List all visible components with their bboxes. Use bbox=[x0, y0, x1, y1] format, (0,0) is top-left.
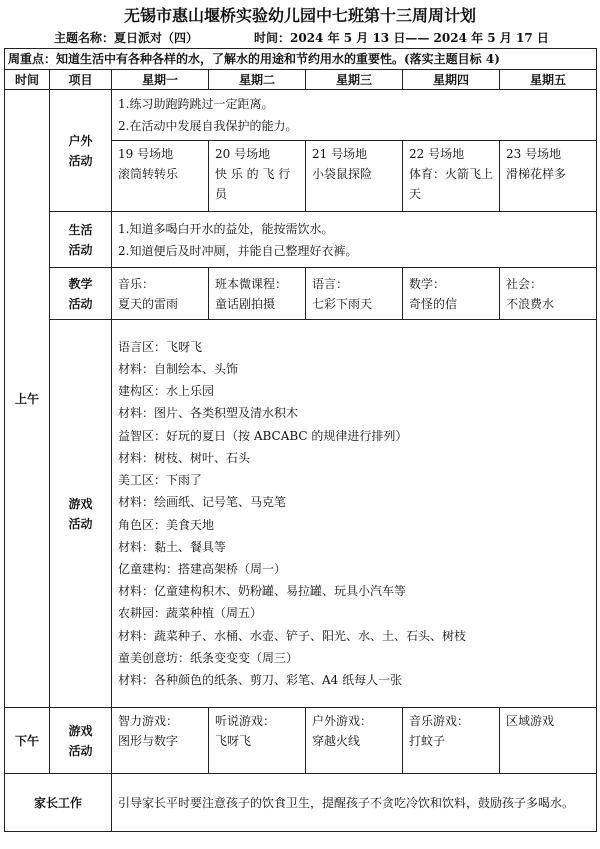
header-friday: 星期五 bbox=[500, 70, 597, 90]
games-line: 材料：绘画纸、记号笔、马克笔 bbox=[118, 495, 287, 510]
games-label-text: 游戏活动 bbox=[68, 496, 93, 531]
games-row bbox=[5, 320, 597, 708]
venue-wednesday bbox=[306, 141, 403, 212]
page-title: 无锡市惠山堰桥实验幼儿园中七班第十三周周计划 bbox=[123, 6, 476, 25]
life-goals bbox=[112, 212, 597, 268]
games-line: 材料：各种颜色的纸条、剪刀、彩笔、A4 纸每人一张 bbox=[118, 672, 403, 687]
games-line: 材料：蔬菜种子、水桶、水壶、铲子、阳光、水、土、石头、树枝 bbox=[118, 628, 467, 643]
venue-name: 小袋鼠探险 bbox=[312, 167, 373, 181]
teaching-topic: 七彩下雨天 bbox=[312, 296, 373, 311]
date-range: 时间：2024 年 5 月 13 日—— 2024 年 5 月 17 日 bbox=[254, 31, 549, 45]
afternoon-thursday bbox=[403, 708, 500, 774]
teaching-label bbox=[50, 268, 112, 320]
games-line: 美工区：下雨了 bbox=[118, 473, 203, 488]
teaching-topic: 夏天的雷雨 bbox=[118, 296, 179, 311]
header-monday: 星期一 bbox=[112, 70, 209, 90]
header-wednesday: 星期三 bbox=[306, 70, 403, 90]
header-time: 时间 bbox=[5, 70, 50, 90]
teaching-tuesday bbox=[209, 268, 306, 320]
teaching-monday bbox=[112, 268, 209, 320]
games-line: 角色区：美食天地 bbox=[118, 517, 215, 532]
afternoon-friday bbox=[500, 708, 597, 774]
venue-thursday bbox=[403, 141, 500, 212]
teaching-subject: 社会： bbox=[506, 276, 543, 291]
games-label bbox=[50, 320, 112, 708]
games-line: 益智区：好玩的夏日（按 ABCABC 的规律进行排列） bbox=[118, 428, 408, 443]
games-line: 材料：图片、各类积塑及清水积木 bbox=[118, 406, 299, 421]
game-type: 区域游戏 bbox=[506, 714, 555, 728]
theme-name: 主题名称：夏日派对（四） bbox=[54, 31, 199, 45]
header-item: 项目 bbox=[50, 70, 112, 90]
header-tuesday: 星期二 bbox=[209, 70, 306, 90]
morning-label: 上午 bbox=[5, 90, 50, 708]
game-name: 穿越火线 bbox=[312, 734, 361, 748]
outdoor-goals-row bbox=[5, 90, 597, 141]
parents-text: 引导家长平时要注意孩子的饮食卫生，提醒孩子不贪吃冷饮和饮料，鼓励孩子多喝水。 bbox=[112, 774, 597, 832]
venue-monday bbox=[112, 141, 209, 212]
venue-tuesday bbox=[209, 141, 306, 212]
life-label bbox=[50, 212, 112, 268]
teaching-label-text: 教学活动 bbox=[68, 276, 93, 311]
teaching-topic: 童话剧拍摄 bbox=[215, 296, 276, 311]
life-row bbox=[5, 212, 597, 268]
game-type: 听说游戏： bbox=[215, 714, 276, 728]
meta-line bbox=[4, 28, 596, 48]
games-line: 材料：自制绘本、头饰 bbox=[118, 362, 239, 377]
game-name: 打蚊子 bbox=[409, 734, 446, 748]
header-thursday: 星期四 bbox=[403, 70, 500, 90]
games-line: 材料：树枝、树叶、石头 bbox=[118, 450, 251, 465]
venue-place: 23 号场地 bbox=[506, 147, 562, 161]
afternoon-games-label-text: 游戏活动 bbox=[68, 723, 93, 758]
games-line: 亿童建构：搭建高架桥（周一） bbox=[118, 561, 287, 576]
teaching-wednesday bbox=[306, 268, 403, 320]
outdoor-label-text: 户外活动 bbox=[68, 133, 93, 168]
game-type: 户外游戏： bbox=[312, 714, 373, 728]
teaching-row bbox=[5, 268, 597, 320]
header-row bbox=[5, 70, 597, 90]
venue-place: 22 号场地 bbox=[409, 147, 465, 161]
game-name: 图形与数字 bbox=[118, 734, 179, 748]
games-line: 建构区：水上乐园 bbox=[118, 384, 215, 399]
venue-name: 体育：火箭飞上天 bbox=[409, 167, 494, 201]
afternoon-wednesday bbox=[306, 708, 403, 774]
afternoon-label: 下午 bbox=[5, 708, 50, 774]
life-goal-2: 2.知道便后及时冲厕，并能自己整理好衣裤。 bbox=[118, 243, 358, 258]
venue-place: 19 号场地 bbox=[118, 147, 174, 161]
teaching-subject: 语言： bbox=[312, 276, 349, 291]
plan-table bbox=[4, 48, 597, 832]
games-line: 材料：黏土、餐具等 bbox=[118, 539, 227, 554]
afternoon-games-label bbox=[50, 708, 112, 774]
teaching-subject: 数学： bbox=[409, 276, 446, 291]
afternoon-tuesday bbox=[209, 708, 306, 774]
life-label-text: 生活活动 bbox=[68, 222, 93, 257]
games-line: 材料：亿童建构积木、奶粉罐、易拉罐、玩具小汽车等 bbox=[118, 584, 407, 599]
venue-name: 快 乐 的 飞 行 员 bbox=[215, 167, 291, 201]
afternoon-row bbox=[5, 708, 597, 774]
venue-friday bbox=[500, 141, 597, 212]
games-line: 童美创意坊：纸条变变变（周三） bbox=[118, 650, 299, 665]
parents-row bbox=[5, 774, 597, 832]
life-goal-1: 1.知道多喝白开水的益处，能按需饮水。 bbox=[118, 221, 334, 236]
week-focus: 周重点：知道生活中有各种各样的水，了解水的用途和节约用水的重要性。(落实主题目标 4) bbox=[5, 49, 597, 70]
teaching-subject: 班本微课程： bbox=[215, 276, 288, 291]
game-type: 智力游戏： bbox=[118, 714, 179, 728]
teaching-subject: 音乐： bbox=[118, 276, 155, 291]
outdoor-goal-2: 2.在活动中发展自我保护的能力。 bbox=[118, 119, 298, 133]
parents-label: 家长工作 bbox=[5, 774, 112, 832]
teaching-thursday bbox=[403, 268, 500, 320]
teaching-friday bbox=[500, 268, 597, 320]
afternoon-monday bbox=[112, 708, 209, 774]
venue-name: 滚筒转转乐 bbox=[118, 167, 179, 181]
outdoor-goals bbox=[112, 90, 597, 141]
games-list bbox=[112, 320, 597, 708]
game-type: 音乐游戏： bbox=[409, 714, 470, 728]
venue-place: 21 号场地 bbox=[312, 147, 368, 161]
teaching-topic: 奇怪的信 bbox=[409, 296, 458, 311]
outdoor-goal-1: 1.练习助跑跨跳过一定距离。 bbox=[118, 97, 274, 111]
outdoor-label bbox=[50, 90, 112, 212]
games-line: 农耕园：蔬菜种植（周五） bbox=[118, 606, 263, 621]
venue-name: 滑梯花样多 bbox=[506, 167, 567, 181]
focus-row bbox=[5, 49, 597, 70]
games-line: 语言区：飞呀飞 bbox=[118, 339, 203, 354]
venue-place: 20 号场地 bbox=[215, 147, 271, 161]
game-name: 飞呀飞 bbox=[215, 734, 252, 748]
teaching-topic: 不浪费水 bbox=[506, 296, 555, 311]
